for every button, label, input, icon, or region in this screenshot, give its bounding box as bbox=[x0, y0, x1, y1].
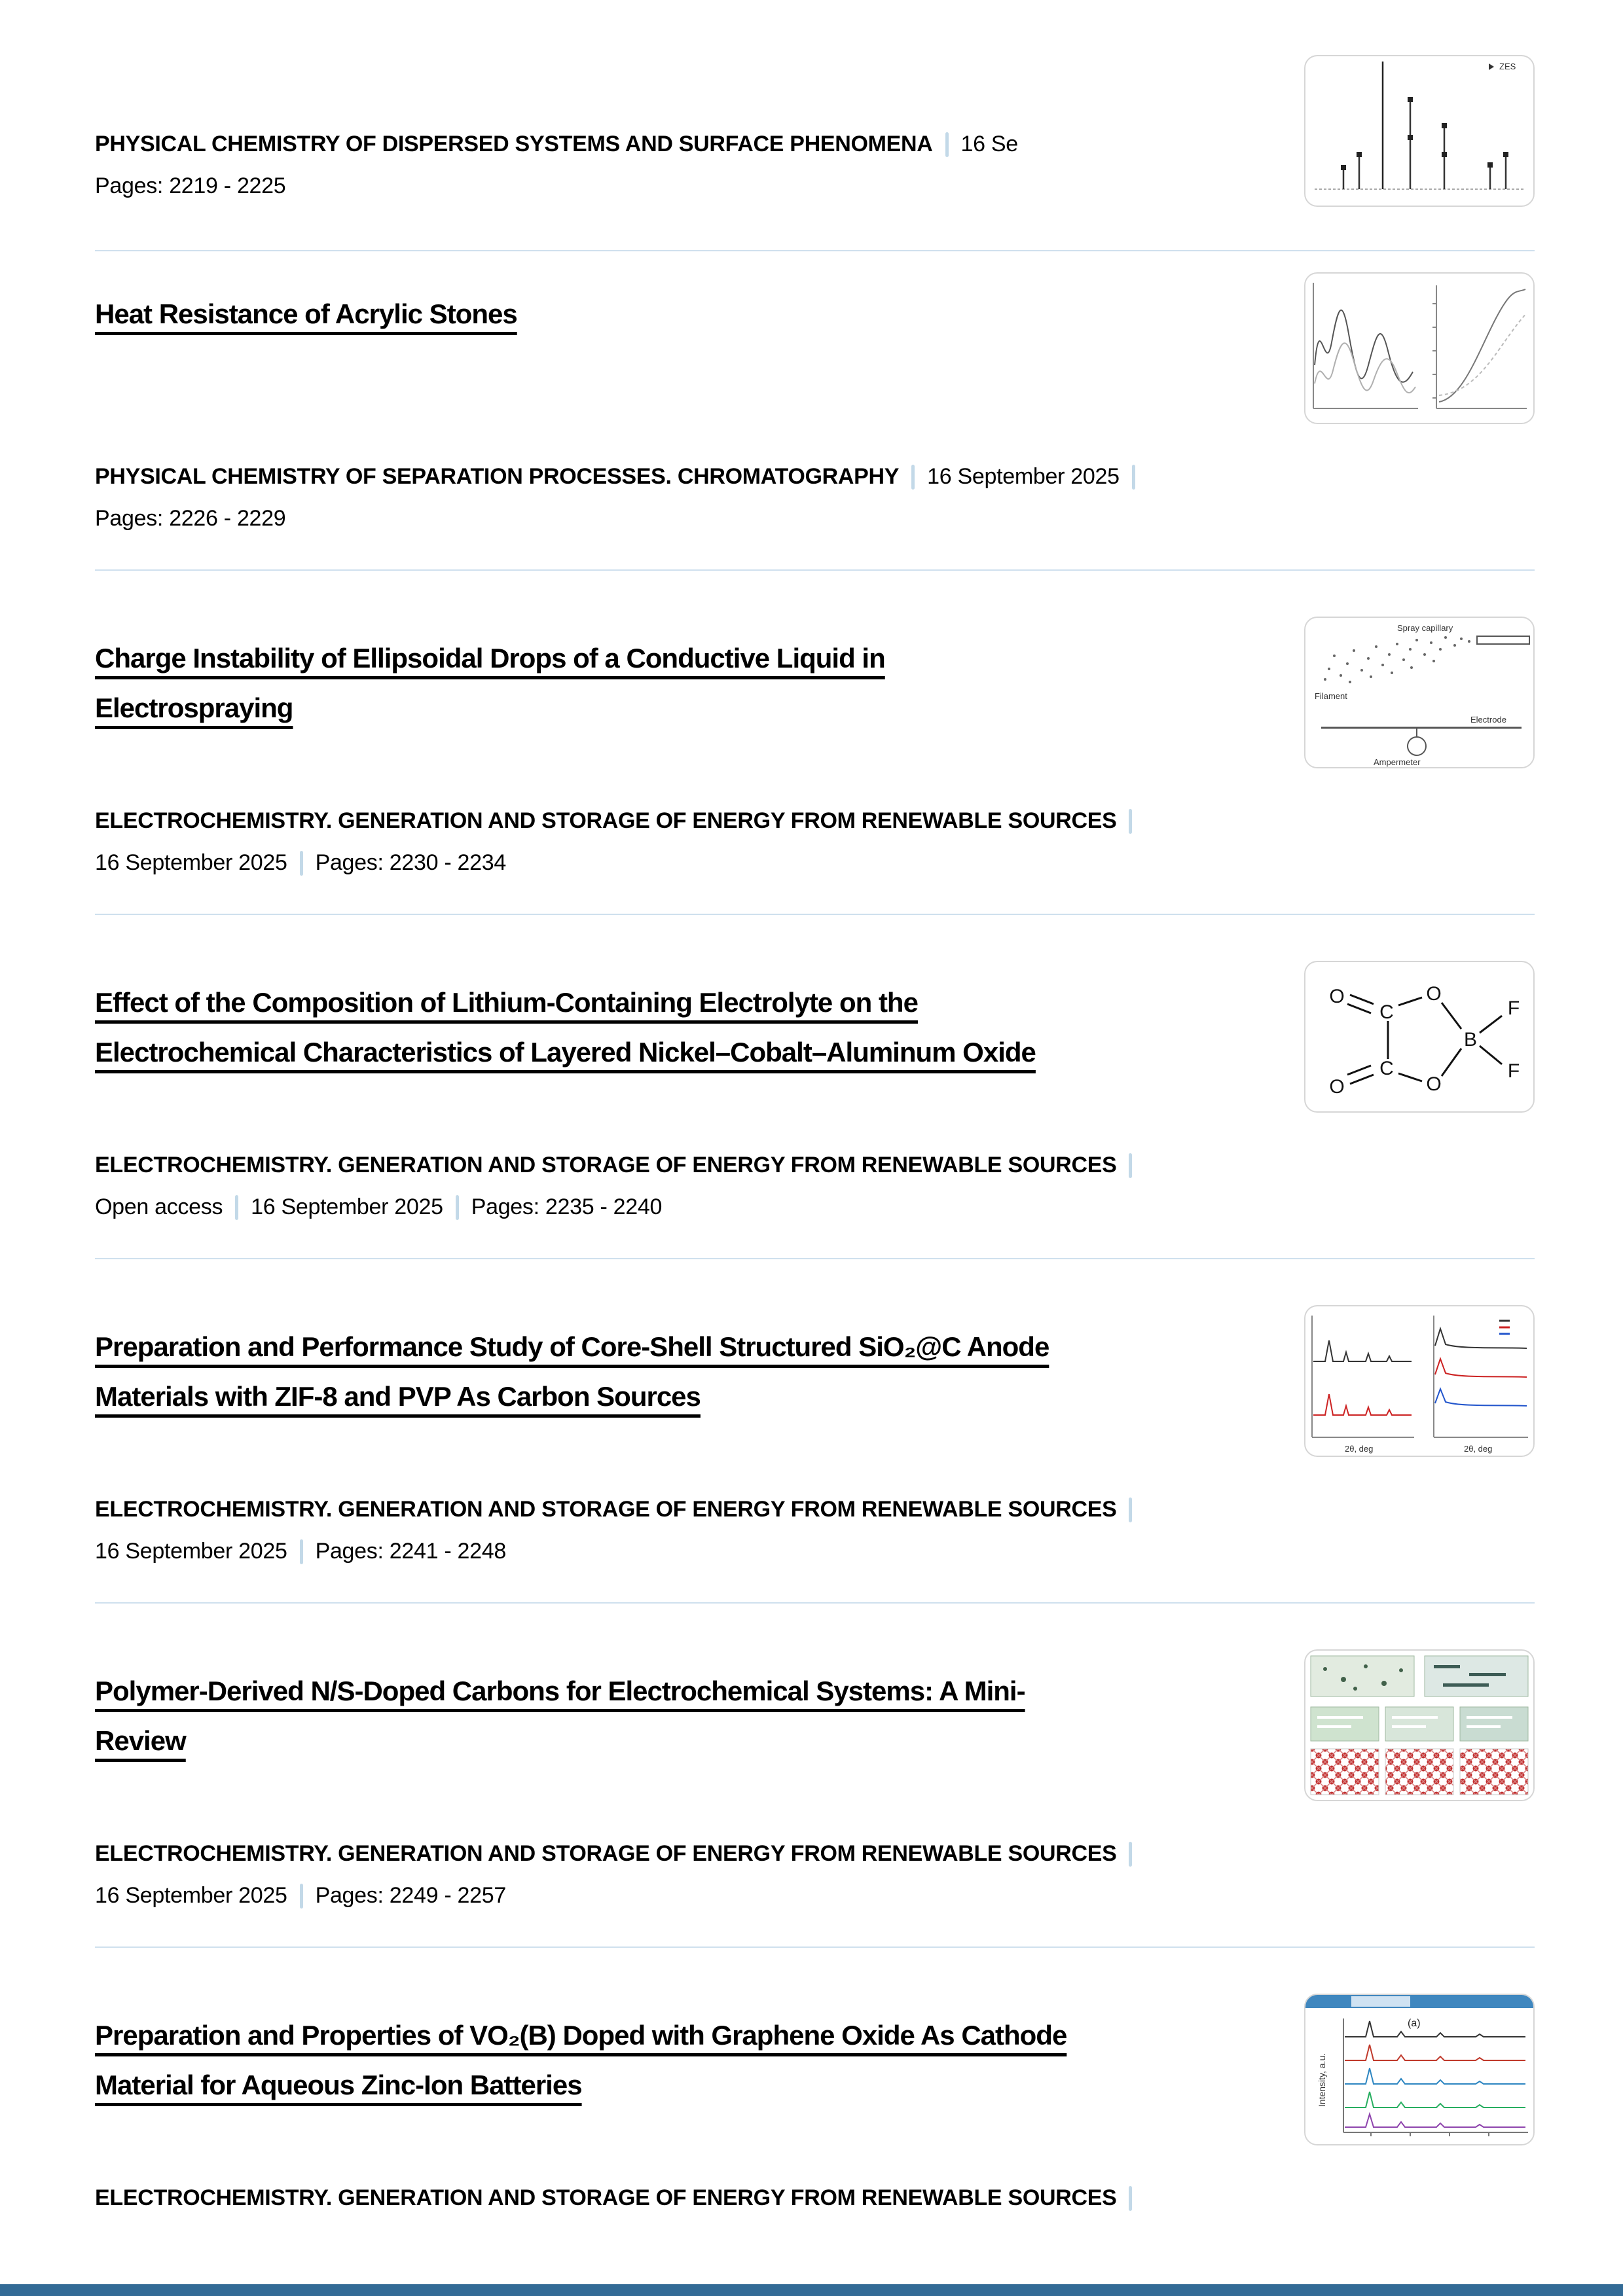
x-axis-label: 2θ, deg bbox=[1464, 1444, 1493, 1454]
article-title-link[interactable]: Effect of the Composition of Lithium-Containing Electrolyte on the Electrochemical Characteristics of Layered Nickel–Cobalt–Aluminum Oxide bbox=[95, 987, 1036, 1067]
article-title-link[interactable]: Heat Resistance of Acrylic Stones bbox=[95, 298, 517, 329]
publication-date: 16 September 2025 bbox=[95, 850, 287, 875]
mass-spectrum-icon bbox=[1305, 56, 1533, 206]
panel-a-label: (a) bbox=[1408, 2018, 1421, 2029]
section-category-label: ELECTROCHEMISTRY. GENERATION AND STORAGE OF ENERGY FROM RENEWABLE SOURCES bbox=[95, 1497, 1117, 1522]
article-entry bbox=[95, 571, 1535, 914]
separator-bar bbox=[300, 1884, 303, 1909]
separator-bar bbox=[235, 1195, 238, 1220]
separator-bar bbox=[1129, 809, 1132, 834]
atom-o-label: O bbox=[1329, 986, 1345, 1007]
electrospray-diagram-icon bbox=[1305, 618, 1533, 767]
footer-bar bbox=[0, 2284, 1623, 2296]
atom-f-label: F bbox=[1507, 997, 1520, 1019]
separator-bar bbox=[1132, 465, 1135, 490]
atom-c-label: C bbox=[1379, 1001, 1394, 1023]
section-category-label: ELECTROCHEMISTRY. GENERATION AND STORAGE OF ENERGY FROM RENEWABLE SOURCES bbox=[95, 1841, 1117, 1866]
article-thumbnail[interactable] bbox=[1304, 1649, 1535, 1801]
open-access-badge: Open access bbox=[95, 1194, 223, 1219]
x-axis-label: 2θ, deg bbox=[1345, 1444, 1374, 1454]
page-range: Pages: 2241 - 2248 bbox=[315, 1539, 506, 1564]
atom-o-label: O bbox=[1426, 1073, 1442, 1095]
article-thumbnail[interactable] bbox=[1304, 1994, 1535, 2145]
publication-date: 16 September 2025 bbox=[927, 464, 1120, 489]
spray-capillary-label: Spray capillary bbox=[1397, 623, 1453, 633]
article-entry bbox=[95, 1604, 1535, 1946]
article-thumbnail[interactable] bbox=[1304, 55, 1535, 207]
page-range: Pages: 2235 - 2240 bbox=[471, 1194, 663, 1219]
y-axis-label: Intensity, a.u. bbox=[1317, 2053, 1327, 2108]
separator-bar bbox=[945, 132, 949, 157]
article-entry bbox=[95, 915, 1535, 1258]
article-title-link[interactable]: Preparation and Performance Study of Core-Shell Structured SiO₂@C Anode Materials with ZIF-8 and PVP As Carbon Sources bbox=[95, 1331, 1049, 1412]
article-thumbnail[interactable] bbox=[1304, 617, 1535, 768]
article-thumbnail[interactable] bbox=[1304, 272, 1535, 424]
page-range: Pages: 2249 - 2257 bbox=[315, 1883, 506, 1908]
separator-bar bbox=[300, 1539, 303, 1564]
separator-bar bbox=[1129, 1153, 1132, 1178]
article-thumbnail[interactable] bbox=[1304, 961, 1535, 1113]
section-category-label: PHYSICAL CHEMISTRY OF DISPERSED SYSTEMS AND SURFACE PHENOMENA bbox=[95, 132, 933, 156]
publication-date: 16 Se bbox=[960, 132, 1018, 156]
article-thumbnail[interactable] bbox=[1304, 1305, 1535, 1457]
spectrum-corner-label: ZES bbox=[1499, 62, 1516, 71]
article-entry bbox=[95, 1948, 1535, 2249]
separator-bar bbox=[911, 465, 915, 490]
filament-label: Filament bbox=[1315, 691, 1347, 701]
ampermeter-label: Ampermeter bbox=[1374, 757, 1421, 767]
atom-c-label: C bbox=[1379, 1058, 1394, 1079]
page-range: Pages: 2230 - 2234 bbox=[315, 850, 506, 875]
publication-date: 16 September 2025 bbox=[95, 1883, 287, 1908]
article-entry bbox=[95, 1259, 1535, 1602]
article-title-link[interactable]: Charge Instability of Ellipsoidal Drops of a Conductive Liquid in Electrospraying bbox=[95, 643, 885, 723]
separator-bar bbox=[300, 851, 303, 876]
publication-date: 16 September 2025 bbox=[251, 1194, 443, 1219]
atom-o-label: O bbox=[1329, 1076, 1345, 1098]
separator-bar bbox=[456, 1195, 459, 1220]
page-range: Pages: 2226 - 2229 bbox=[95, 506, 286, 531]
article-title-link[interactable]: Polymer-Derived N/S-Doped Carbons for Electrochemical Systems: A Mini-Review bbox=[95, 1676, 1025, 1756]
section-category-label: ELECTROCHEMISTRY. GENERATION AND STORAGE OF ENERGY FROM RENEWABLE SOURCES bbox=[95, 2185, 1117, 2210]
section-category-label: ELECTROCHEMISTRY. GENERATION AND STORAGE OF ENERGY FROM RENEWABLE SOURCES bbox=[95, 1153, 1117, 1177]
publication-date: 16 September 2025 bbox=[95, 1539, 287, 1564]
xrd-panels-chart-icon bbox=[1305, 1306, 1533, 1456]
separator-bar bbox=[1129, 1498, 1132, 1522]
atom-o-label: O bbox=[1426, 983, 1442, 1005]
article-entry bbox=[95, 251, 1535, 569]
section-category-label: ELECTROCHEMISTRY. GENERATION AND STORAGE OF ENERGY FROM RENEWABLE SOURCES bbox=[95, 808, 1117, 833]
materials-collage-icon bbox=[1305, 1651, 1533, 1800]
separator-bar bbox=[1129, 2186, 1132, 2211]
chemical-structure-icon bbox=[1305, 962, 1533, 1111]
xrd-stack-chart-icon bbox=[1305, 1995, 1533, 2144]
article-entry bbox=[95, 62, 1535, 250]
thermal-curves-chart-icon bbox=[1305, 274, 1533, 423]
atom-b-label: B bbox=[1463, 1029, 1478, 1050]
article-title-link[interactable]: Preparation and Properties of VO₂(B) Doped with Graphene Oxide As Cathode Material for Aqueous Zinc-Ion Batteries bbox=[95, 2020, 1067, 2100]
electrode-label: Electrode bbox=[1470, 715, 1506, 725]
page-range: Pages: 2219 - 2225 bbox=[95, 173, 286, 198]
separator-bar bbox=[1129, 1842, 1132, 1867]
atom-f-label: F bbox=[1507, 1060, 1520, 1082]
section-category-label: PHYSICAL CHEMISTRY OF SEPARATION PROCESSES. CHROMATOGRAPHY bbox=[95, 464, 900, 489]
